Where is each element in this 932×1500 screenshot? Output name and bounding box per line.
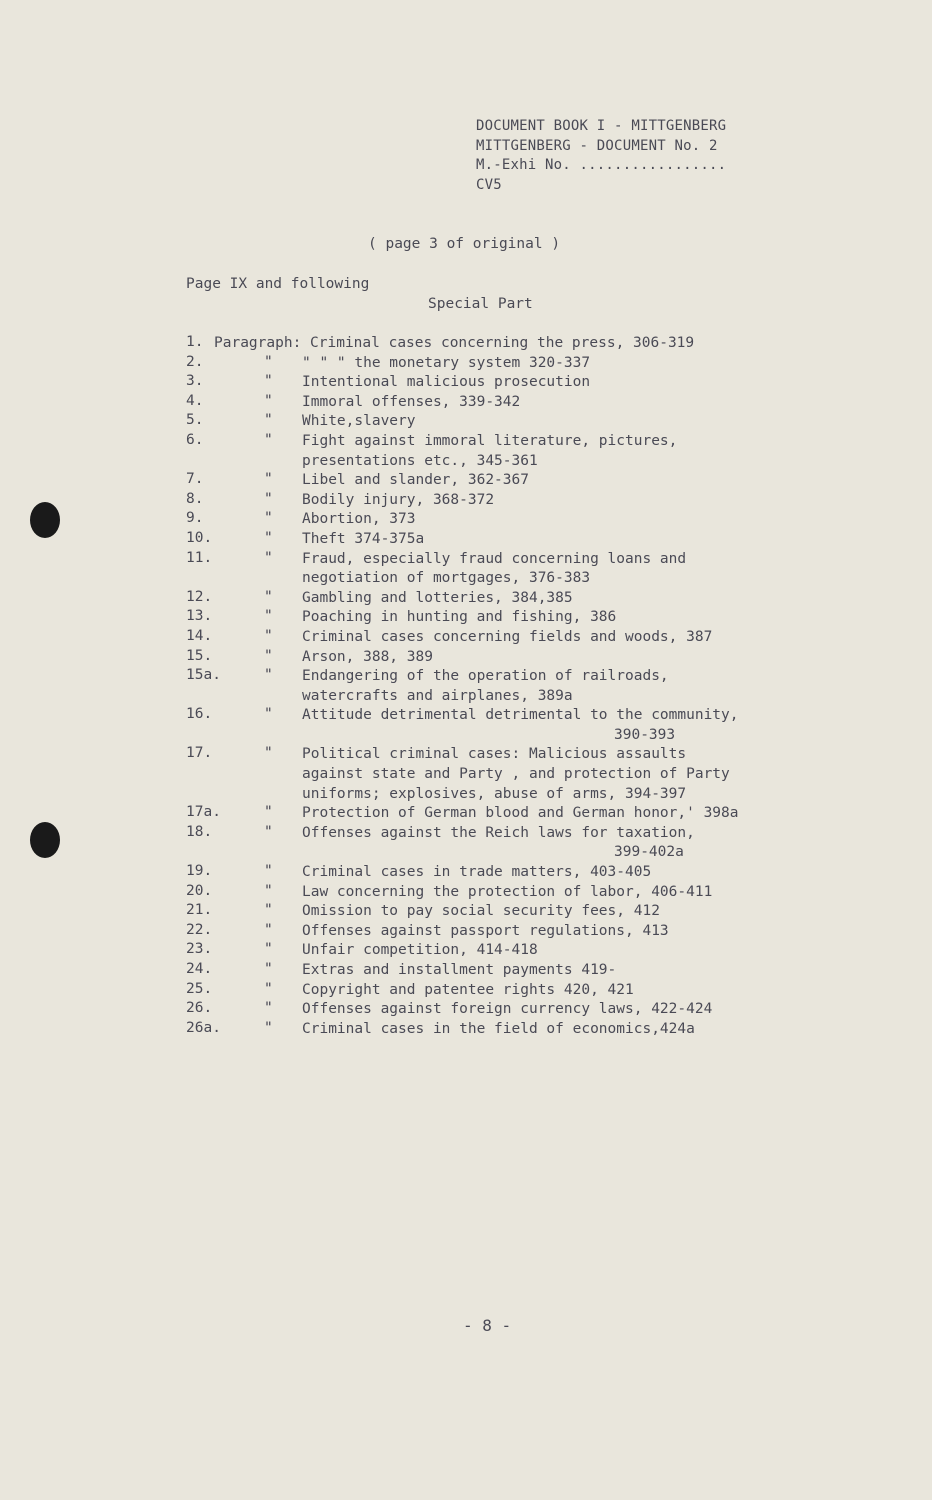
item-text <box>302 412 416 432</box>
item-number: 15. <box>186 647 213 664</box>
list-item <box>0 432 932 471</box>
item-text-line: Offenses against foreign currency laws, 422-424 <box>302 1001 713 1018</box>
item-number: 4. <box>186 392 204 409</box>
item-page-range: 390-393 <box>614 726 676 743</box>
item-text <box>302 471 529 491</box>
ditto-mark: " <box>264 706 273 723</box>
list-item <box>0 334 932 354</box>
list-item <box>0 373 932 393</box>
item-text <box>302 961 616 981</box>
list-item <box>0 863 932 883</box>
ditto-mark: " <box>264 627 273 644</box>
item-number: 24. <box>186 961 213 978</box>
item-text <box>302 941 538 961</box>
ditto-mark: " <box>264 961 273 978</box>
item-text-line: Copyright and patentee rights 420, 421 <box>302 981 634 998</box>
list-item <box>0 706 932 745</box>
item-text-line: Immoral offenses, 339-342 <box>302 393 521 410</box>
ditto-mark: " <box>264 549 273 566</box>
list-item <box>0 412 932 432</box>
item-text <box>302 863 651 883</box>
list-item <box>0 1020 932 1040</box>
item-text <box>302 648 433 668</box>
item-text-line: White,slavery <box>302 413 416 430</box>
item-text-line: Omission to pay social security fees, 412 <box>302 903 660 920</box>
item-text-line: Criminal cases in the field of economics,424a <box>302 1020 695 1037</box>
item-text-line: Paragraph: Criminal cases concerning the press, 306-319 <box>214 335 695 351</box>
item-number: 13. <box>186 608 213 625</box>
list-item <box>0 883 932 903</box>
ditto-mark: " <box>264 647 273 664</box>
item-text <box>302 706 739 745</box>
item-text-line: Extras and installment payments 419- <box>302 962 617 979</box>
list-item <box>0 902 932 922</box>
header-line: CV5 <box>476 176 502 193</box>
item-text <box>302 354 590 374</box>
item-number: 2. <box>186 353 204 370</box>
item-number: 1. <box>186 334 204 350</box>
list-item <box>0 981 932 1001</box>
ditto-mark: " <box>264 804 273 821</box>
paragraph-list <box>0 334 932 1039</box>
item-text <box>302 667 669 706</box>
item-text <box>302 804 739 824</box>
item-text-line: Arson, 388, 389 <box>302 648 433 665</box>
item-number: 14. <box>186 627 213 644</box>
item-number: 26a. <box>186 1019 221 1036</box>
item-text <box>302 373 590 393</box>
ditto-mark: " <box>264 490 273 507</box>
item-text-line: Offenses against the Reich laws for taxation, <box>302 824 695 841</box>
list-item <box>0 510 932 530</box>
list-item <box>0 393 932 413</box>
list-item <box>0 550 932 589</box>
list-item <box>0 589 932 609</box>
list-item <box>0 745 932 804</box>
ditto-mark: " <box>264 608 273 625</box>
item-text-line: Endangering of the operation of railroads, <box>302 668 669 685</box>
item-number: 15a. <box>186 667 221 684</box>
ditto-mark: " <box>264 941 273 958</box>
ditto-mark: " <box>264 353 273 370</box>
item-number: 9. <box>186 510 204 527</box>
ditto-mark: " <box>264 823 273 840</box>
ditto-mark: " <box>264 373 273 390</box>
list-item <box>0 1000 932 1020</box>
item-text-line: Gambling and lotteries, 384,385 <box>302 589 573 606</box>
item-text-line: Libel and slander, 362-367 <box>302 472 529 489</box>
list-item <box>0 922 932 942</box>
ditto-mark: " <box>264 745 273 762</box>
ditto-mark: " <box>264 412 273 429</box>
item-text <box>302 902 660 922</box>
header-line: MITTGENBERG - DOCUMENT No. 2 <box>476 137 718 154</box>
ditto-mark: " <box>264 471 273 488</box>
item-text <box>302 1000 712 1020</box>
item-number: 18. <box>186 823 213 840</box>
item-number: 19. <box>186 863 213 880</box>
page-number: - 8 - <box>463 1316 512 1335</box>
ditto-mark: " <box>264 863 273 880</box>
list-item <box>0 961 932 981</box>
ditto-mark: " <box>264 921 273 938</box>
list-item <box>0 471 932 491</box>
item-number: 7. <box>186 471 204 488</box>
item-text-line: Abortion, 373 <box>302 511 416 528</box>
item-text-line: Criminal cases in trade matters, 403-405 <box>302 864 652 881</box>
item-text-line: Unfair competition, 414-418 <box>302 942 538 959</box>
item-text <box>302 628 712 648</box>
ditto-mark: " <box>264 510 273 527</box>
item-number: 23. <box>186 941 213 958</box>
item-text-line: negotiation of mortgages, 376-383 <box>302 570 591 587</box>
ditto-mark: " <box>264 882 273 899</box>
item-number: 16. <box>186 706 213 723</box>
item-number: 3. <box>186 373 204 390</box>
ditto-mark: " <box>264 529 273 546</box>
page-reference: Page IX and following <box>186 276 370 292</box>
item-number: 11. <box>186 549 213 566</box>
header-line: DOCUMENT BOOK I - MITTGENBERG <box>476 118 727 134</box>
list-item <box>0 608 932 628</box>
ditto-mark: " <box>264 980 273 997</box>
item-number: 8. <box>186 490 204 507</box>
item-text <box>302 922 669 942</box>
item-text-line: Attitude detrimental detrimental to the community, <box>302 707 739 724</box>
item-text <box>302 530 424 550</box>
item-text-line: Law concerning the protection of labor, 406-411 <box>302 883 713 900</box>
list-item <box>0 491 932 511</box>
item-text <box>302 745 730 804</box>
ditto-mark: " <box>264 667 273 684</box>
item-number: 17. <box>186 745 213 762</box>
item-text-line: Political criminal cases: Malicious assaults <box>302 746 687 763</box>
ditto-mark: " <box>264 1000 273 1017</box>
item-text <box>302 491 494 511</box>
item-text-line: against state and Party , and protection of Party <box>302 766 730 783</box>
item-text-line: " " " the monetary system 320-337 <box>302 354 591 371</box>
item-text-line: uniforms; explosives, abuse of arms, 394-397 <box>302 785 687 802</box>
item-text-line: presentations etc., 345-361 <box>302 452 538 469</box>
item-number: 21. <box>186 902 213 919</box>
item-text <box>302 824 695 863</box>
item-number: 25. <box>186 980 213 997</box>
ditto-mark: " <box>264 392 273 409</box>
item-text-line: Criminal cases concerning fields and woods, 387 <box>302 628 713 645</box>
ditto-mark: " <box>264 902 273 919</box>
list-item <box>0 648 932 668</box>
item-number: 5. <box>186 412 204 429</box>
list-item <box>0 530 932 550</box>
item-page-range: 399-402a <box>614 844 684 861</box>
list-item <box>0 628 932 648</box>
document-header <box>476 117 726 195</box>
list-item <box>0 941 932 961</box>
list-item <box>0 824 932 863</box>
item-number: 17a. <box>186 804 221 821</box>
list-item <box>0 804 932 824</box>
list-item <box>0 667 932 706</box>
item-text-line: Theft 374-375a <box>302 530 425 547</box>
item-text-line: watercrafts and airplanes, 389a <box>302 687 573 704</box>
item-text-line: Intentional malicious prosecution <box>302 374 591 391</box>
header-line: M.-Exhi No. ................. <box>476 157 727 173</box>
item-text <box>302 608 616 628</box>
item-text-line: Poaching in hunting and fishing, 386 <box>302 609 617 626</box>
item-number: 22. <box>186 921 213 938</box>
item-text-line: Fraud, especially fraud concerning loans and <box>302 550 687 567</box>
item-text <box>302 883 712 903</box>
ditto-mark: " <box>264 1019 273 1036</box>
item-text-line: Fight against immoral literature, pictures, <box>302 432 678 449</box>
item-text-line: Bodily injury, 368-372 <box>302 491 495 508</box>
item-text <box>302 432 677 471</box>
item-text <box>302 550 686 589</box>
item-number: 20. <box>186 882 213 899</box>
item-text-line: Protection of German blood and German honor,' 398a <box>302 805 739 822</box>
item-number: 26. <box>186 1000 213 1017</box>
item-text <box>214 334 694 354</box>
item-text <box>302 589 573 609</box>
item-text <box>302 1020 695 1040</box>
list-item <box>0 354 932 374</box>
ditto-mark: " <box>264 431 273 448</box>
item-text <box>302 393 520 413</box>
item-number: 6. <box>186 431 204 448</box>
item-text-line: Offenses against passport regulations, 413 <box>302 922 669 939</box>
item-number: 12. <box>186 588 213 605</box>
item-text <box>302 981 634 1001</box>
ditto-mark: " <box>264 588 273 605</box>
item-number: 10. <box>186 529 213 546</box>
item-text <box>302 510 416 530</box>
section-title: Special Part <box>428 296 533 312</box>
original-page-note: ( page 3 of original ) <box>368 236 561 252</box>
